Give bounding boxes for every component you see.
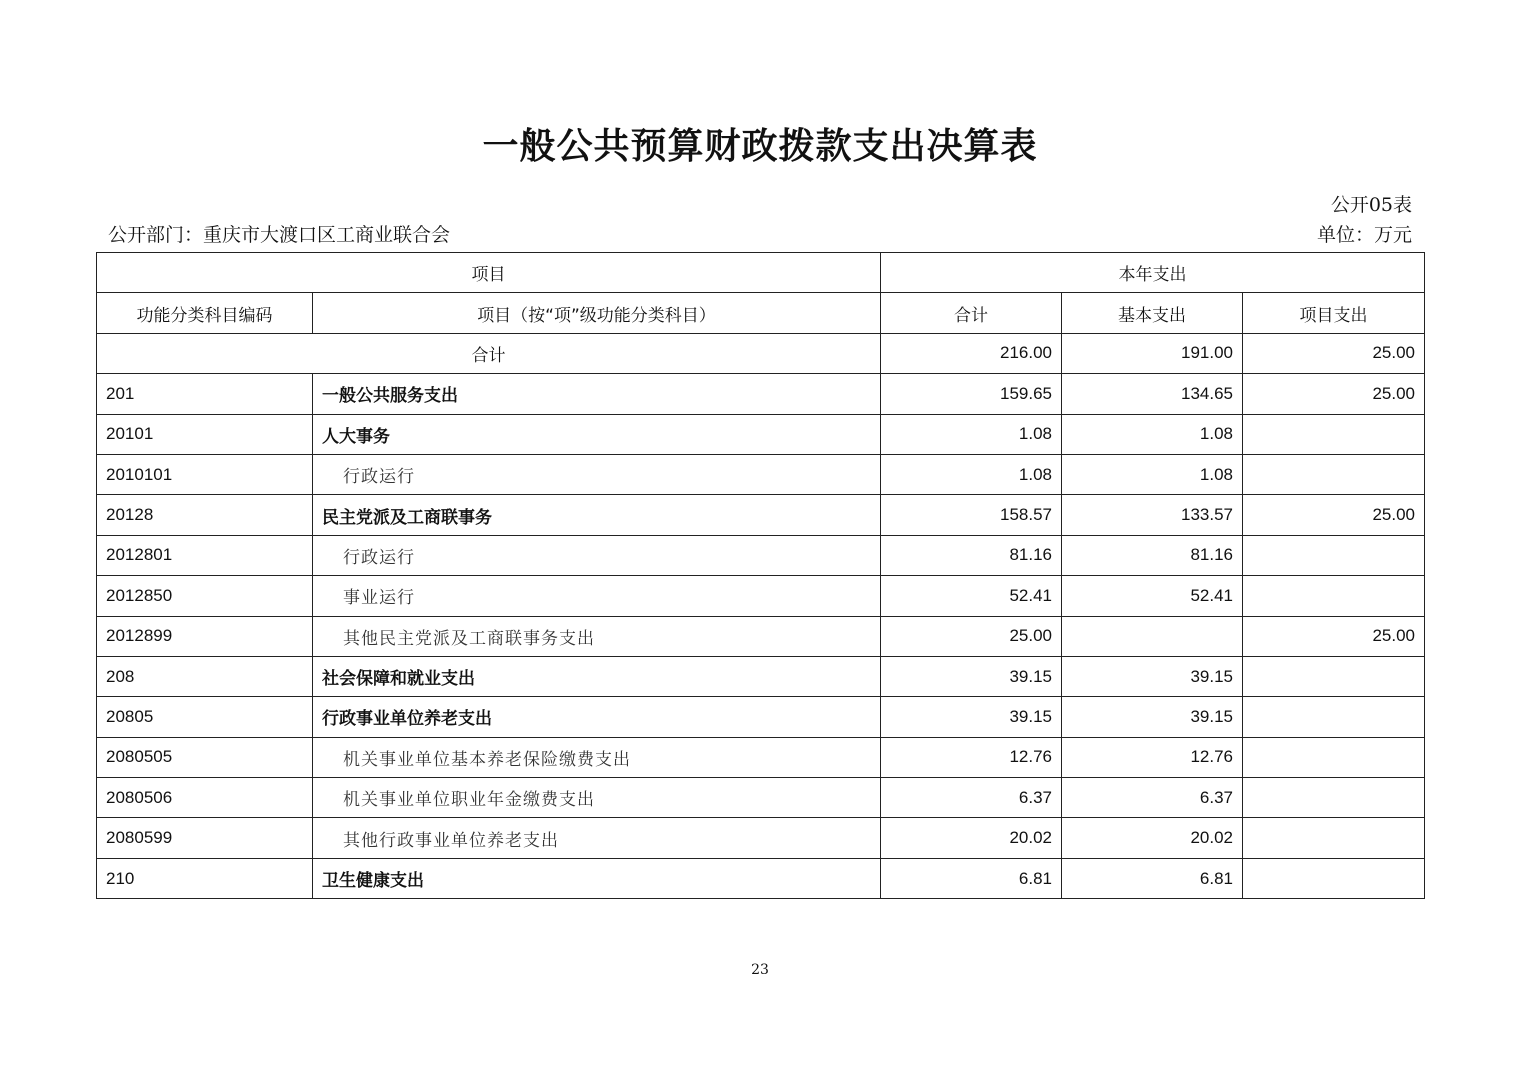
row-total: 12.76	[881, 737, 1062, 777]
header-basic: 基本支出	[1062, 293, 1243, 333]
row-name: 行政事业单位养老支出	[313, 697, 881, 737]
row-basic: 39.15	[1062, 697, 1243, 737]
row-code: 2080599	[97, 818, 313, 858]
table-row	[97, 818, 1425, 858]
row-project: 25.00	[1243, 495, 1425, 535]
row-name: 卫生健康支出	[313, 858, 881, 898]
row-name: 事业运行	[313, 576, 881, 616]
row-total: 52.41	[881, 576, 1062, 616]
table-row	[97, 576, 1425, 616]
row-project	[1243, 737, 1425, 777]
header-project: 项目支出	[1243, 293, 1425, 333]
row-name: 行政运行	[313, 535, 881, 575]
table-row	[97, 656, 1425, 696]
row-code: 2012850	[97, 576, 313, 616]
header-code: 功能分类科目编码	[97, 293, 313, 333]
row-project	[1243, 535, 1425, 575]
table-row	[97, 495, 1425, 535]
total-basic: 191.00	[1062, 333, 1243, 373]
row-code: 20128	[97, 495, 313, 535]
table-row	[97, 374, 1425, 414]
row-name: 行政运行	[313, 454, 881, 494]
page-number: 23	[751, 962, 769, 978]
row-total: 159.65	[881, 374, 1062, 414]
row-basic: 1.08	[1062, 454, 1243, 494]
row-name: 机关事业单位基本养老保险缴费支出	[313, 737, 881, 777]
row-name: 机关事业单位职业年金缴费支出	[313, 778, 881, 818]
total-project: 25.00	[1243, 333, 1425, 373]
table-row	[97, 414, 1425, 454]
table-row	[97, 535, 1425, 575]
row-project	[1243, 697, 1425, 737]
row-code: 201	[97, 374, 313, 414]
total-sum: 216.00	[881, 333, 1062, 373]
table-row	[97, 858, 1425, 898]
table-row	[97, 697, 1425, 737]
row-total: 1.08	[881, 454, 1062, 494]
row-code: 2010101	[97, 454, 313, 494]
row-basic: 52.41	[1062, 576, 1243, 616]
unit-label: 单位：万元	[1316, 224, 1412, 246]
row-total: 39.15	[881, 656, 1062, 696]
row-project: 25.00	[1243, 374, 1425, 414]
row-basic: 133.57	[1062, 495, 1243, 535]
header-row-sub	[97, 293, 1425, 333]
row-total: 25.00	[881, 616, 1062, 656]
row-basic: 81.16	[1062, 535, 1243, 575]
row-total: 158.57	[881, 495, 1062, 535]
row-code: 210	[97, 858, 313, 898]
row-project	[1243, 818, 1425, 858]
header-name: 项目（按“项”级功能分类科目）	[313, 293, 881, 333]
total-label: 合计	[97, 333, 881, 373]
row-name: 一般公共服务支出	[313, 374, 881, 414]
table-row	[97, 616, 1425, 656]
row-total: 1.08	[881, 414, 1062, 454]
row-name: 民主党派及工商联事务	[313, 495, 881, 535]
row-code: 2080505	[97, 737, 313, 777]
row-code: 20101	[97, 414, 313, 454]
table-row	[97, 737, 1425, 777]
row-basic: 39.15	[1062, 656, 1243, 696]
table-row	[97, 454, 1425, 494]
header-item: 项目	[97, 253, 881, 293]
department-label: 公开部门：重庆市大渡口区工商业联合会	[108, 224, 451, 246]
form-number: 公开05表	[1330, 194, 1412, 216]
row-project: 25.00	[1243, 616, 1425, 656]
row-code: 2080506	[97, 778, 313, 818]
header-current-year: 本年支出	[881, 253, 1425, 293]
row-project	[1243, 778, 1425, 818]
row-basic: 20.02	[1062, 818, 1243, 858]
row-code: 2012801	[97, 535, 313, 575]
row-name: 社会保障和就业支出	[313, 656, 881, 696]
row-project	[1243, 576, 1425, 616]
row-basic: 1.08	[1062, 414, 1243, 454]
row-project	[1243, 858, 1425, 898]
row-total: 20.02	[881, 818, 1062, 858]
row-total: 39.15	[881, 697, 1062, 737]
row-name: 人大事务	[313, 414, 881, 454]
row-code: 208	[97, 656, 313, 696]
row-basic: 6.81	[1062, 858, 1243, 898]
row-project	[1243, 414, 1425, 454]
row-code: 2012899	[97, 616, 313, 656]
row-basic: 12.76	[1062, 737, 1243, 777]
row-basic: 6.37	[1062, 778, 1243, 818]
row-total: 81.16	[881, 535, 1062, 575]
row-project	[1243, 656, 1425, 696]
row-project	[1243, 454, 1425, 494]
row-total: 6.81	[881, 858, 1062, 898]
header-total: 合计	[881, 293, 1062, 333]
page-title: 一般公共预算财政拨款支出决算表	[482, 126, 1038, 167]
expenditure-table	[96, 252, 1425, 899]
header-row-top	[97, 253, 1425, 293]
row-code: 20805	[97, 697, 313, 737]
row-basic	[1062, 616, 1243, 656]
total-row	[97, 333, 1425, 373]
row-basic: 134.65	[1062, 374, 1243, 414]
row-name: 其他民主党派及工商联事务支出	[313, 616, 881, 656]
row-total: 6.37	[881, 778, 1062, 818]
table-row	[97, 778, 1425, 818]
row-name: 其他行政事业单位养老支出	[313, 818, 881, 858]
